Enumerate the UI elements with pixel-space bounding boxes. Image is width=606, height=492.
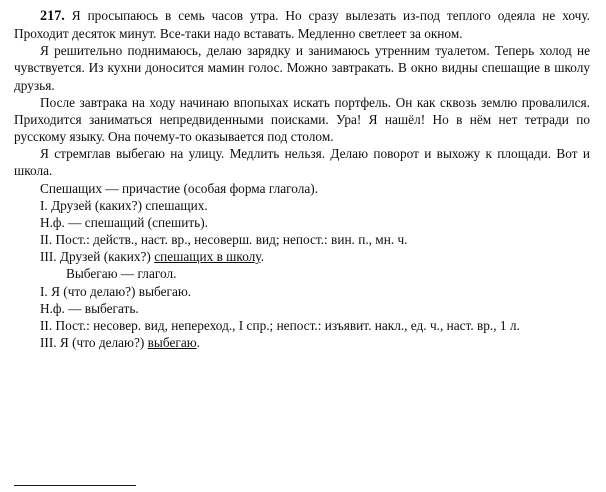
exercise-paragraph-3 (14, 94, 590, 145)
exercise-paragraph-1 (14, 7, 590, 42)
paragraph-text: Н.ф. — выбегать. (40, 300, 139, 316)
paragraph-text: Я стремглав выбегаю на улицу. Медлить нельзя. Делаю поворот и выхожу к площади. Вот и школа. (14, 146, 590, 179)
paragraph-text: Я решительно поднимаюсь, делаю зарядку и занимаюсь утренним туалетом. Теперь холод не чувствуется. Из кухни доносится мамин голос. Можно завтракать. В окно видны спешащие в школу друзья. (14, 43, 590, 93)
paragraph-text: II. Пост.: несовер. вид, непереход., I спр.; непост.: изъявит. накл., ед. ч., наст. вр., 1 л. (40, 317, 520, 333)
underlined-word: выбегаю (147, 334, 197, 350)
analysis-line-participle-title (14, 180, 590, 197)
paragraph-text: Н.ф. — спешащий (спешить). (40, 214, 208, 230)
footnote-divider (14, 485, 136, 486)
paragraph-prefix: III. Друзей (каких?) (40, 249, 155, 265)
paragraph-suffix: . (260, 249, 264, 265)
analysis-line-2 (14, 214, 590, 231)
analysis-line-5 (14, 283, 590, 300)
paragraph-text: Я просыпаюсь в семь часов утра. Но сразу вылезать из-под теплого одеяла не хочу. Проходит десяток минут. Все-таки надо вставать. Медленно светлеет за окном. (14, 8, 590, 42)
paragraph-text: После завтрака на ходу начинаю впопыхах искать портфель. Он как сквозь землю провалился. Приходится заниматься непредвиденными поисками. Ура! Я нашёл! Но в нём нет тетради по русскому языку. Она почему-то оказывается под столом. (14, 94, 590, 145)
paragraph-prefix: III. Я (что делаю?) (40, 334, 148, 350)
exercise-paragraph-2 (14, 42, 590, 93)
paragraph-suffix: . (196, 334, 200, 350)
underlined-phrase: спешащих в школу (154, 249, 261, 265)
exercise-number: 217. (40, 8, 65, 24)
analysis-line-7 (14, 317, 590, 334)
analysis-line-verb-title (14, 265, 590, 282)
analysis-line-3 (14, 231, 590, 248)
analysis-line-8 (14, 334, 590, 351)
paragraph-text: I. Друзей (каких?) спешащих. (40, 197, 208, 213)
analysis-line-1 (14, 197, 590, 214)
paragraph-text: I. Я (что делаю?) выбегаю. (40, 283, 192, 299)
analysis-line-4 (14, 248, 590, 265)
exercise-paragraph-4 (14, 145, 590, 179)
paragraph-text: II. Пост.: действ., наст. вр., несоверш. вид; непост.: вин. п., мн. ч. (40, 232, 408, 248)
paragraph-text: Выбегаю — глагол. (66, 266, 177, 282)
analysis-line-6 (14, 300, 590, 317)
paragraph-text: Спешащих — причастие (особая форма глагола). (40, 180, 319, 196)
